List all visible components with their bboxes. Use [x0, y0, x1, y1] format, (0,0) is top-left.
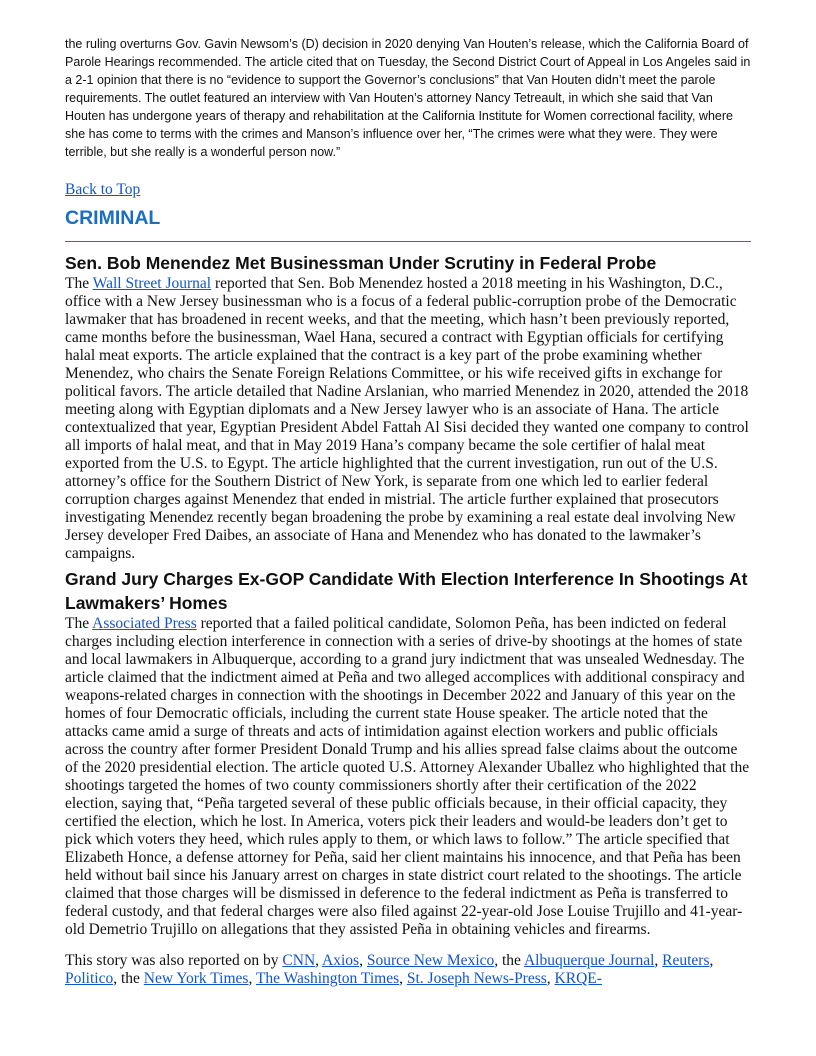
article-word: the: [502, 952, 524, 969]
article-prefix: The: [65, 275, 93, 292]
back-to-top-link[interactable]: Back to Top: [65, 181, 141, 198]
source-link-krqe[interactable]: KRQE-: [554, 970, 602, 987]
source-link-new-york-times[interactable]: New York Times: [143, 970, 249, 987]
separator: ,: [494, 952, 502, 969]
source-link-reuters[interactable]: Reuters: [662, 952, 710, 969]
article-word: the: [120, 970, 144, 987]
also-reported-prefix: This story was also reported on by: [65, 952, 283, 969]
source-link-associated-press[interactable]: Associated Press: [92, 615, 197, 632]
source-link-st-joseph-news-press[interactable]: St. Joseph News-Press: [406, 970, 547, 987]
page-content: [65, 35, 751, 1004]
article-prefix: The: [65, 615, 93, 632]
also-reported-paragraph: [65, 952, 751, 988]
article-text: reported that a failed political candidate, Solomon Peña, has been indicted on federal charges including election interference in connection with a series of drive-by shootings at the homes of state and local lawmakers in Albuquerque, according to a grand jury indictment that was unsealed Wednesday. The article claimed that the indictment aimed at Peña and two alleged accomplices with additional conspiracy and weapons-related charges in connection with the shootings in December 2022 and January of this year on the homes of four Democratic officials, including the current state House speaker. The article noted that the attacks came amid a surge of threats and acts of intimidation against election workers and public officials across the country after former President Donald Trump and his allies spread false claims about the outcome of the 2020 presidential election. The article quoted U.S. Attorney Alexander Uballez who highlighted that the shootings targeted the homes of two county commissioners shortly after their certification of the 2022 election, saying that, “Peña targeted several of these public officials because, in their official capacity, they certified the election, which he lost. In America, voters pick their leaders and would-be leaders don’t get to pick which voters they heed, which rules apply to them, or which laws to follow.” The article specified that Elizabeth Honce, a defense attorney for Peña, said her client maintains his innocence, and that Peña has been held without bail since his January arrest on charges in state district court related to the shootings. The article claimed that those charges will be dismissed in deference to the federal indictment as Peña is transferred to federal custody, and that federal charges were also filed against 22-year-old Jose Louise Trujillo and 41-year-old Demetrio Trujillo on allegations that they assisted Peña in obtaining vehicles and firearms.: [65, 615, 750, 938]
separator: ,: [113, 970, 121, 987]
source-link-cnn[interactable]: CNN: [282, 952, 316, 969]
separator: ,: [315, 952, 323, 969]
source-link-wall-street-journal[interactable]: Wall Street Journal: [92, 275, 212, 292]
source-link-washington-times[interactable]: The Washington Times: [255, 970, 400, 987]
back-to-top-container: [65, 180, 751, 200]
separator: ,: [359, 952, 367, 969]
separator: ,: [399, 970, 407, 987]
source-link-politico[interactable]: Politico: [65, 970, 114, 987]
article-body-pena: [65, 615, 751, 939]
separator: ,: [546, 970, 555, 987]
article-headline-pena: Grand Jury Charges Ex-GOP Candidate With Election Interference In Shootings At Lawmakers’ Homes: [65, 569, 748, 613]
source-link-albuquerque-journal[interactable]: Albuquerque Journal: [523, 952, 655, 969]
intro-paragraph: the ruling overturns Gov. Gavin Newsom’s (D) decision in 2020 denying Van Houten’s release, which the California Board of Parole Hearings recommended. The article cited that on Tuesday, the Second District Court of Appeal in Los Angeles said in a 2-1 opinion that there is no “evidence to support the Governor’s conclusions” that Van Houten didn’t meet the parole requirements. The outlet featured an interview with Van Houten’s attorney Nancy Tetreault, in which she said that Van Houten has undergone years of therapy and rehabilitation at the California Institute for Women correctional facility, where she has come to terms with the crimes and Manson’s influence over her, “The crimes were what they were. They were terrible, but she really is a wonderful person now.”: [65, 37, 751, 159]
source-link-axios[interactable]: Axios: [322, 952, 360, 969]
separator: ,: [248, 970, 256, 987]
source-link-source-new-mexico[interactable]: Source New Mexico: [366, 952, 495, 969]
separator: ,: [709, 952, 714, 969]
article-headline-menendez: Sen. Bob Menendez Met Businessman Under Scrutiny in Federal Probe: [65, 253, 657, 273]
separator: ,: [654, 952, 663, 969]
article-text: reported that Sen. Bob Menendez hosted a 2018 meeting in his Washington, D.C., office with a New Jersey businessman who is a focus of a federal public-corruption probe of the Democratic lawmaker that has broadened in recent weeks, and that the meeting, which hasn’t been previously reported, came months before the businessman, Wael Hana, secured a contract with Egyptian officials for certifying halal meat exports. The article explained that the contract is a key part of the probe examining whether Menendez, who chairs the Senate Foreign Relations Committee, or his wife received gifts in exchange for political favors. The article detailed that Nadine Arslanian, who married Menendez in 2020, attended the 2018 meeting along with Egyptian diplomats and a New Jersey lawyer who is an associate of Hana. The article contextualized that year, Egyptian President Abdel Fattah Al Sisi decided they wanted one company to control all imports of halal meat, and that in May 2019 Hana’s company became the sole certifier of halal meat exported from the U.S. to Egypt. The article highlighted that the current investigation, run out of the U.S. attorney’s office for the Southern District of New York, is separate from one which led to earlier federal corruption charges against Menendez that ended in mistrial. The article further explained that prosecutors investigating Menendez recently began broadening the probe by examining a real estate deal involving New Jersey developer Fred Daibes, an associate of Hana and Menendez who has donated to the lawmaker’s campaigns.: [65, 275, 749, 562]
article-body-menendez: [65, 275, 751, 563]
section-title: CRIMINAL: [65, 205, 751, 242]
